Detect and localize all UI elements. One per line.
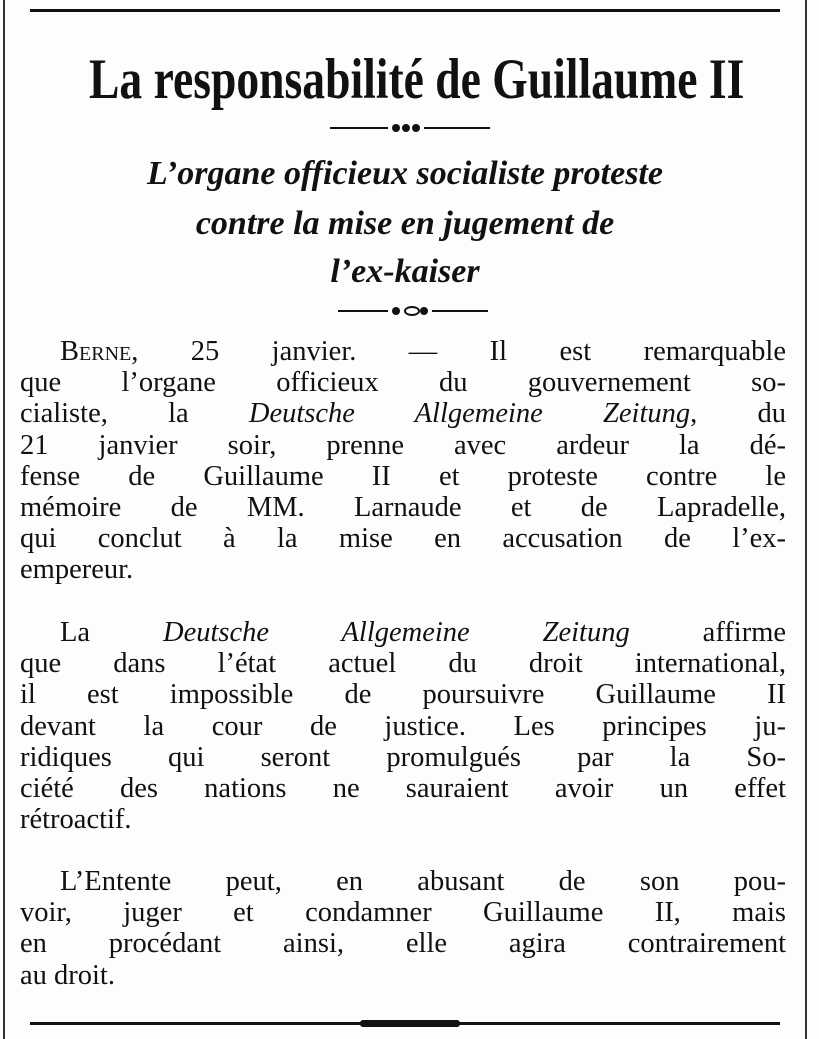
paragraph-1-line-3: cialiste, la Deutsche Allgemeine Zeitung, du — [20, 398, 787, 430]
paragraph-1-line-5: fense de Guillaume II et proteste contre le — [20, 460, 786, 492]
paragraph-1-line-1: Berne, 25 janvier. — Il est remarquable — [60, 336, 786, 367]
paragraph-2-line-5: ridiques qui seront promulgués par la So- — [20, 741, 786, 773]
headline: La responsabilité de Guillaume II — [89, 48, 745, 111]
newspaper-name: Deutsche Allgemeine Zeitung — [163, 617, 630, 648]
paragraph-2-line-7: rétroactif. — [20, 804, 132, 836]
paragraph-3-line-4: au droit. — [20, 959, 115, 991]
paragraph-1-line-2: que l’organe officieux du gouvernement so- — [20, 367, 786, 399]
paragraph-1-line-7: qui conclut à la mise en accusation de l’ex- — [20, 523, 786, 555]
headline-ornament — [330, 122, 490, 134]
paragraph-2-line-2: que dans l’état actuel du droit international, — [20, 648, 786, 680]
paragraph-1-line-6: mémoire de MM. Larnaude et de Lapradelle, — [20, 491, 786, 523]
column-border-right — [805, 0, 807, 1039]
dateline-place: Berne — [60, 336, 132, 367]
bottom-rule-center — [360, 1020, 460, 1027]
paragraph-2-line-1: La Deutsche Allgemeine Zeitung affirme — [60, 617, 787, 648]
paragraph-1 — [20, 336, 786, 586]
paragraph-3-line-2: voir, juger et condamner Guillaume II, mais — [20, 897, 786, 929]
paragraph-3-line-1: L’Entente peut, en abusant de son pou- — [60, 866, 786, 897]
paragraph-1-line-4: 21 janvier soir, prenne avec ardeur la dé- — [20, 429, 786, 461]
paragraph-3-line-3: en procédant ainsi, elle agira contrairement — [20, 928, 786, 960]
newspaper-name: Deutsche Allgemeine Zeitung — [248, 398, 691, 430]
paragraph-2-line-3: il est impossible de poursuivre Guillaume II — [20, 679, 786, 711]
paragraph-2-line-4: devant la cour de justice. Les principes ju- — [20, 710, 786, 742]
paragraph-3 — [20, 866, 786, 991]
subheadline-line-3: l’ex-kaiser — [330, 253, 480, 290]
subheadline-ornament — [338, 305, 488, 317]
subheadline-line-2: contre la mise en jugement de — [195, 205, 615, 242]
column-border-left — [3, 0, 5, 1039]
paragraph-2 — [20, 617, 786, 835]
paragraph-2-line-6: ciété des nations ne sauraient avoir un effet — [20, 772, 786, 804]
top-rule — [30, 9, 780, 12]
paragraph-1-line-8: empereur. — [20, 554, 134, 586]
subheadline-line-1: L’organe officieux socialiste proteste — [147, 155, 663, 192]
